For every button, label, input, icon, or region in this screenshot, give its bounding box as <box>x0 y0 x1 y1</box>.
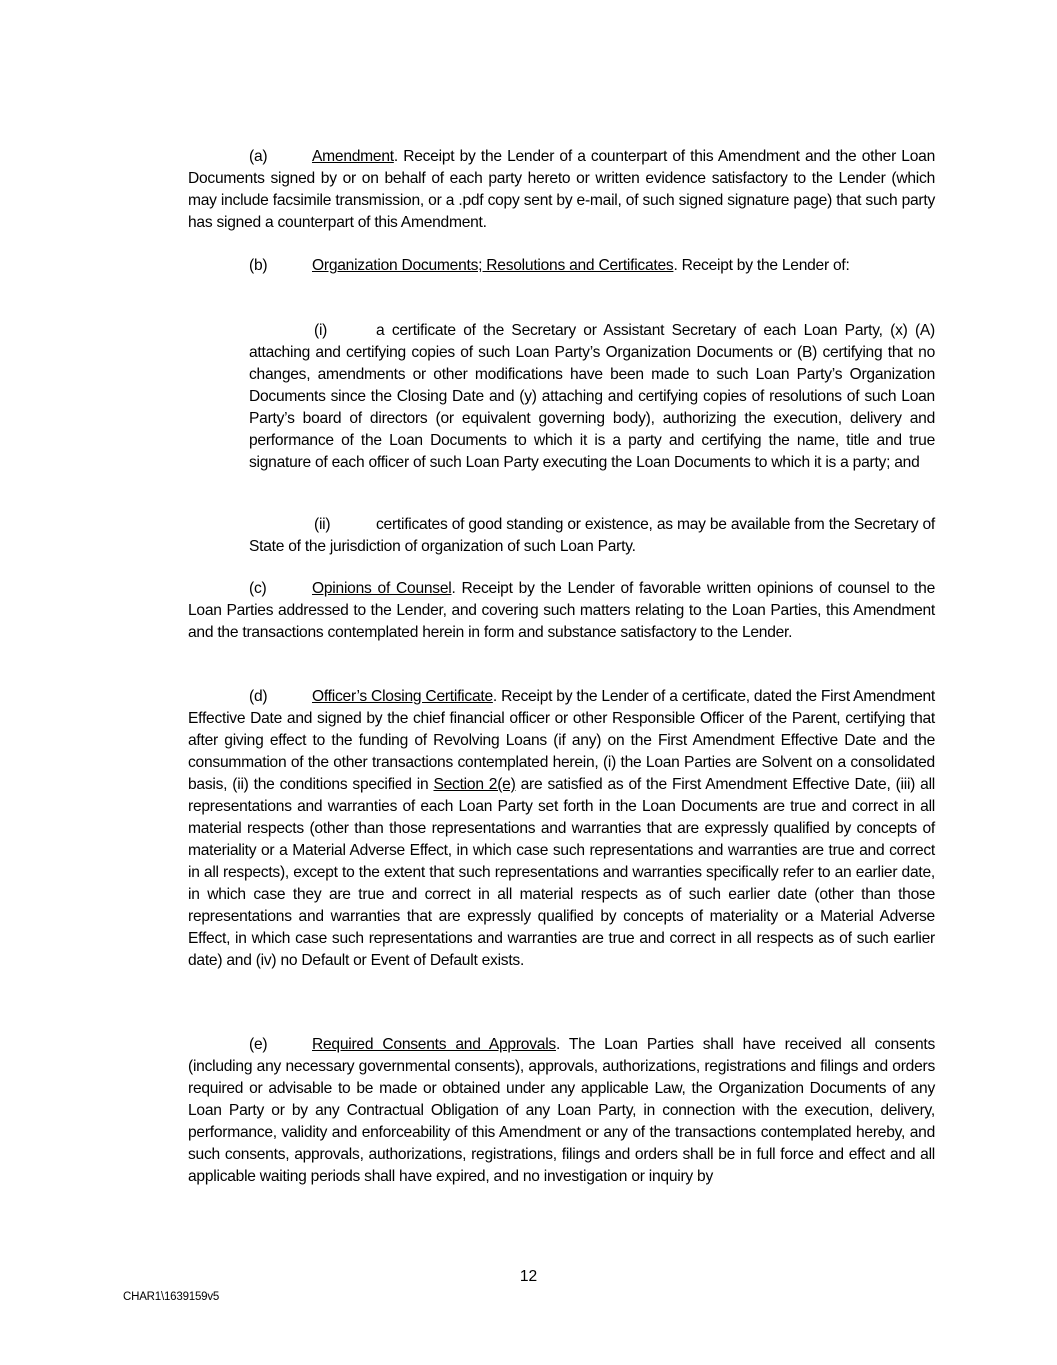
paragraph-number: (c) <box>249 580 267 597</box>
paragraph-number: (b) <box>249 257 268 274</box>
paragraph-heading: Officer’s Closing Certificate <box>312 688 493 705</box>
paragraph-text: . Receipt by the Lender of a certificate, dated the First Amendment Effective Date and signed by the chief financial officer or other Responsible Officer of the Parent, certifying that after giving effect to the funding of Revolving Loans (if any) on the First Amendment Effective Date and the consummation of the other transactions contemplated herein, (i) the Loan Parties are Solvent on a consolidated basis, (ii) the conditions specified in <box>188 688 935 793</box>
paragraph-d <box>188 686 935 972</box>
subparagraph-text: a certificate of the Secretary or Assistant Secretary of each Loan Party, (x) (A) attaching and certifying copies of such Loan Party’s Organization Documents or (B) certifying that no changes, amendments or other modifications have been made to such Loan Party’s Organization Documents since the Closing Date and (y) attaching and certifying copies of resolutions of such Loan Party’s board of directors (or equivalent governing body), authorizing the execution, delivery and performance of the Loan Documents to which it is a party and certifying the name, title and true signature of each officer of such Loan Party executing the Loan Documents to which it is a party; and <box>249 322 935 471</box>
subparagraph-text: certificates of good standing or existence, as may be available from the Secretary of State of the jurisdiction of organization of such Loan Party. <box>249 516 935 555</box>
page-number: 12 <box>519 1268 538 1285</box>
paragraph-e <box>188 1034 935 1188</box>
subparagraph-number: (i) <box>314 322 328 339</box>
paragraph-text: . Receipt by the Lender of favorable written opinions of counsel to the Loan Parties addressed to the Lender, and covering such matters relating to the Loan Parties, this Amendment and the transactions contemplated herein in form and substance satisfactory to the Lender. <box>188 580 935 641</box>
paragraph-b <box>188 255 933 277</box>
subparagraph-number: (ii) <box>314 516 331 533</box>
paragraph-heading: Amendment <box>312 148 394 165</box>
subparagraph-b-i <box>249 320 935 474</box>
document-id: CHAR1\1639159v5 <box>123 1291 220 1303</box>
paragraph-text-continued: are satisfied as of the First Amendment Effective Date, (iii) all representations and warranties of each Loan Party set forth in the Loan Documents are true and correct in all material respects (other than those representations and warranties that are expressly qualified by concepts of materiality or a Material Adverse Effect, in which case such representations and warranties are true and correct in all respects), except to the extent that such representations and warranties specifically refer to an earlier date, in which case they are true and correct in all material respects as of such earlier date (other than those representations and warranties that are expressly qualified by concepts of materiality or a Material Adverse Effect, in which case such representations and warranties are true and correct in all respects as of such earlier date) and (iv) no Default or Event of Default exists. <box>188 776 936 969</box>
paragraph-text: . Receipt by the Lender of a counterpart of this Amendment and the other Loan Documents signed by or on behalf of each party hereto or written evidence satisfactory to the Lender (which may include facsimile transmission, or a .pdf copy sent by e-mail, of such signed signature page) that such party has signed a counterpart of this Amendment. <box>188 148 935 231</box>
paragraph-number: (a) <box>249 148 268 165</box>
subparagraph-b-ii <box>249 514 935 558</box>
paragraph-a <box>188 146 935 234</box>
paragraph-number: (d) <box>249 688 268 705</box>
paragraph-text: . Receipt by the Lender of: <box>673 257 850 274</box>
section-reference: Section 2(e) <box>433 776 516 793</box>
paragraph-c <box>188 578 935 644</box>
paragraph-heading: Opinions of Counsel <box>312 580 452 597</box>
paragraph-text: . The Loan Parties shall have received all consents (including any necessary governmental consents), approvals, authorizations, registrations and filings and orders required or advisable to be made or obtained under any applicable Law, the Organization Documents of any Loan Party or by any Contractual Obligation of any Loan Party, in connection with the execution, delivery, performance, validity and enforceability of this Amendment or any of the transactions contemplated hereby, and such consents, approvals, authorizations, registrations, filings and orders shall be in full force and effect and all applicable waiting periods shall have expired, and no investigation or inquiry by <box>188 1036 935 1185</box>
paragraph-heading: Required Consents and Approvals <box>312 1036 556 1053</box>
paragraph-number: (e) <box>249 1036 268 1053</box>
paragraph-heading: Organization Documents; Resolutions and Certificates <box>312 257 674 274</box>
